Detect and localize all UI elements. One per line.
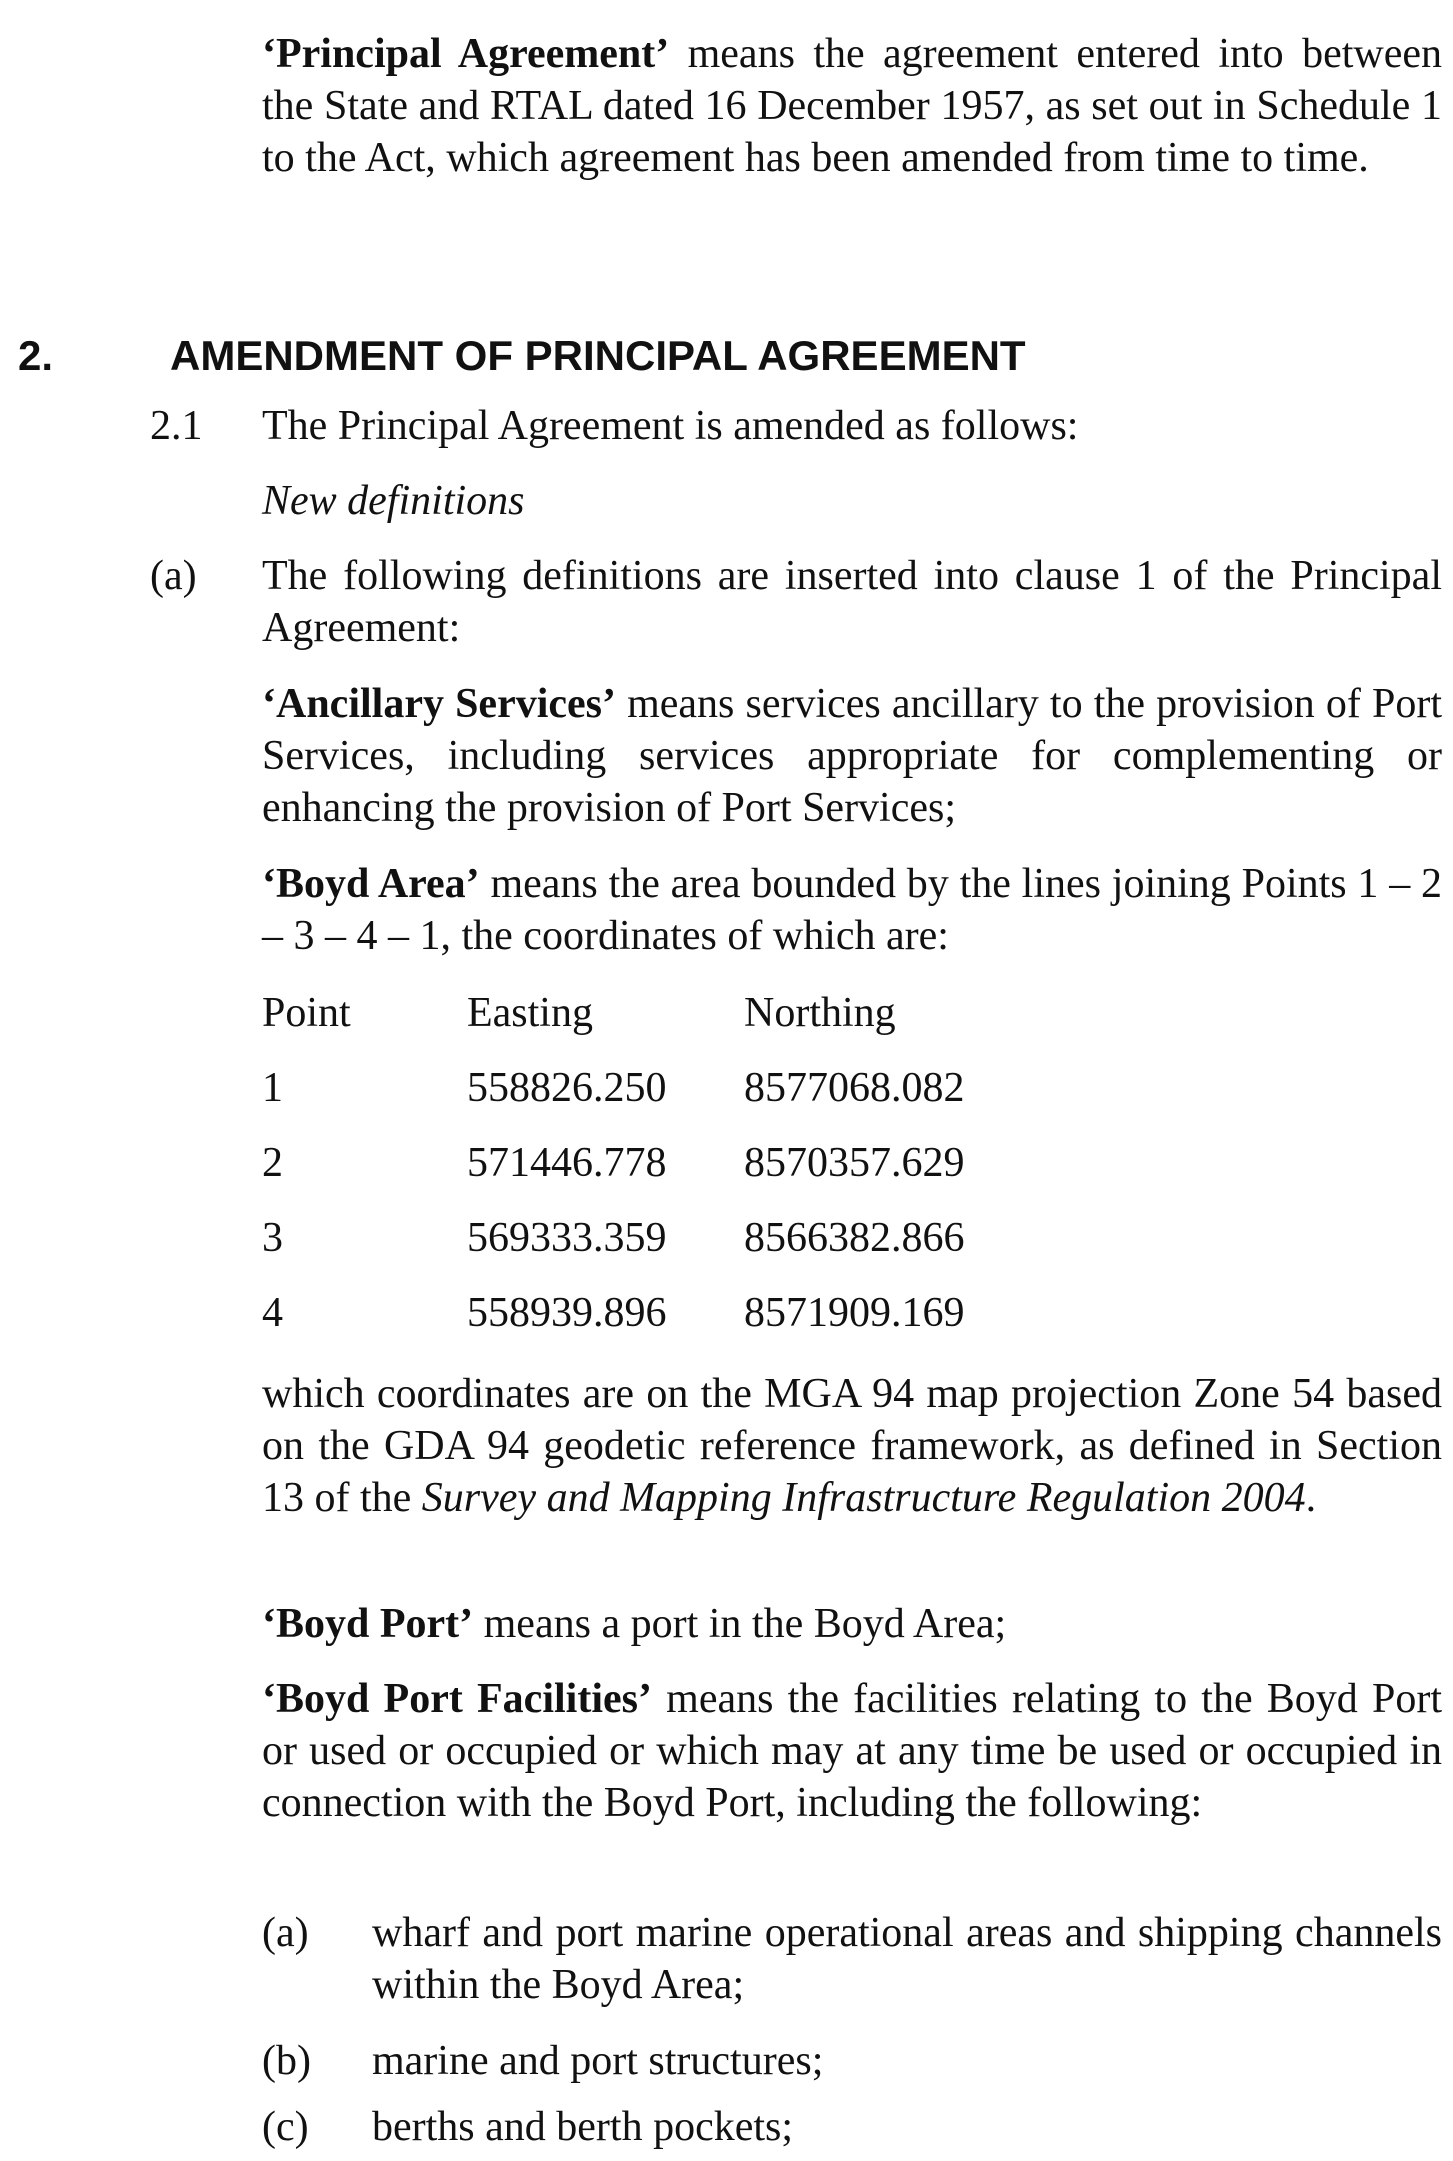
table-header-row [262, 987, 1062, 1039]
table-cell: 8566382.866 [744, 1215, 965, 1261]
coordinates-table [262, 987, 1062, 1362]
table-row [262, 1287, 1062, 1339]
list-item-label: (b) [262, 2038, 311, 2084]
list-item-text: wharf and port marine operational areas and shipping channels within the Boyd Area; [372, 1910, 1442, 2008]
definition-principal-agreement [262, 28, 1442, 184]
definition-boyd-port-facilities [262, 1673, 1442, 1829]
list-item-text: marine and port structures; [372, 2038, 824, 2084]
definition-term: ‘Boyd Port’ [262, 1601, 474, 1647]
table-row [262, 1137, 1062, 1189]
table-row [262, 1062, 1062, 1114]
clause-label: (a) [150, 553, 197, 599]
regulation-title: Survey and Mapping Infrastructure Regulation 2004 [421, 1475, 1306, 1521]
section-title: AMENDMENT OF PRINCIPAL AGREEMENT [170, 332, 1026, 379]
clause-number: 2.1 [150, 403, 203, 449]
table-cell: 4 [262, 1290, 283, 1336]
section-number: 2. [18, 332, 54, 379]
column-header: Easting [467, 990, 593, 1036]
list-item-text: berths and berth pockets; [372, 2104, 794, 2150]
table-cell: 569333.359 [467, 1215, 667, 1261]
column-header: Northing [744, 990, 896, 1036]
definition-text: means a port in the Boyd Area; [473, 1601, 1007, 1647]
definition-term: ‘Boyd Port Facilities’ [262, 1676, 652, 1722]
table-cell: 1 [262, 1065, 283, 1111]
definition-term: ‘Ancillary Services’ [262, 681, 616, 727]
definition-term: ‘Boyd Area’ [262, 861, 480, 907]
definition-text: means services ancillary to the provision of Port Services, including services appropriate for complementing or enhancing the provision of Port Services; [262, 681, 1442, 831]
column-header: Point [262, 990, 351, 1036]
list-item-label: (c) [262, 2104, 309, 2150]
clause-text: The Principal Agreement is amended as follows: [262, 403, 1079, 449]
definition-text: means the agreement entered into between the State and RTAL dated 16 December 1957, as set out in Schedule 1 to the Act, which agreement has been amended from time to time. [262, 31, 1442, 181]
table-cell: 8570357.629 [744, 1140, 965, 1186]
table-cell: 558826.250 [467, 1065, 667, 1111]
definition-boyd-area [262, 858, 1442, 962]
table-cell: 558939.896 [467, 1290, 667, 1336]
coordinates-note: which coordinates are on the MGA 94 map projection Zone 54 based on the GDA 94 geodetic reference framework, as defined in Section 13 of the Survey and Mapping Infrastructure Regulation 2004. [262, 1371, 1442, 1521]
definition-ancillary-services [262, 678, 1442, 834]
table-cell: 3 [262, 1215, 283, 1261]
list-item-label: (a) [262, 1910, 309, 1956]
table-row [262, 1212, 1062, 1264]
definition-term: ‘Principal Agreement’ [262, 31, 670, 77]
table-cell: 8571909.169 [744, 1290, 965, 1336]
table-cell: 8577068.082 [744, 1065, 965, 1111]
definition-boyd-port [262, 1598, 1442, 1650]
table-cell: 2 [262, 1140, 283, 1186]
definition-text: means the facilities relating to the Boyd Port or used or occupied or which may at any time be used or occupied in connection with the Boyd Port, including the following: [262, 1676, 1442, 1826]
clause-a-text: The following definitions are inserted into clause 1 of the Principal Agreement: [262, 553, 1442, 651]
table-cell: 571446.778 [467, 1140, 667, 1186]
definition-text: means the area bounded by the lines joining Points 1 – 2 – 3 – 4 – 1, the coordinates of which are: [262, 861, 1443, 959]
subheading-new-definitions: New definitions [262, 478, 525, 524]
